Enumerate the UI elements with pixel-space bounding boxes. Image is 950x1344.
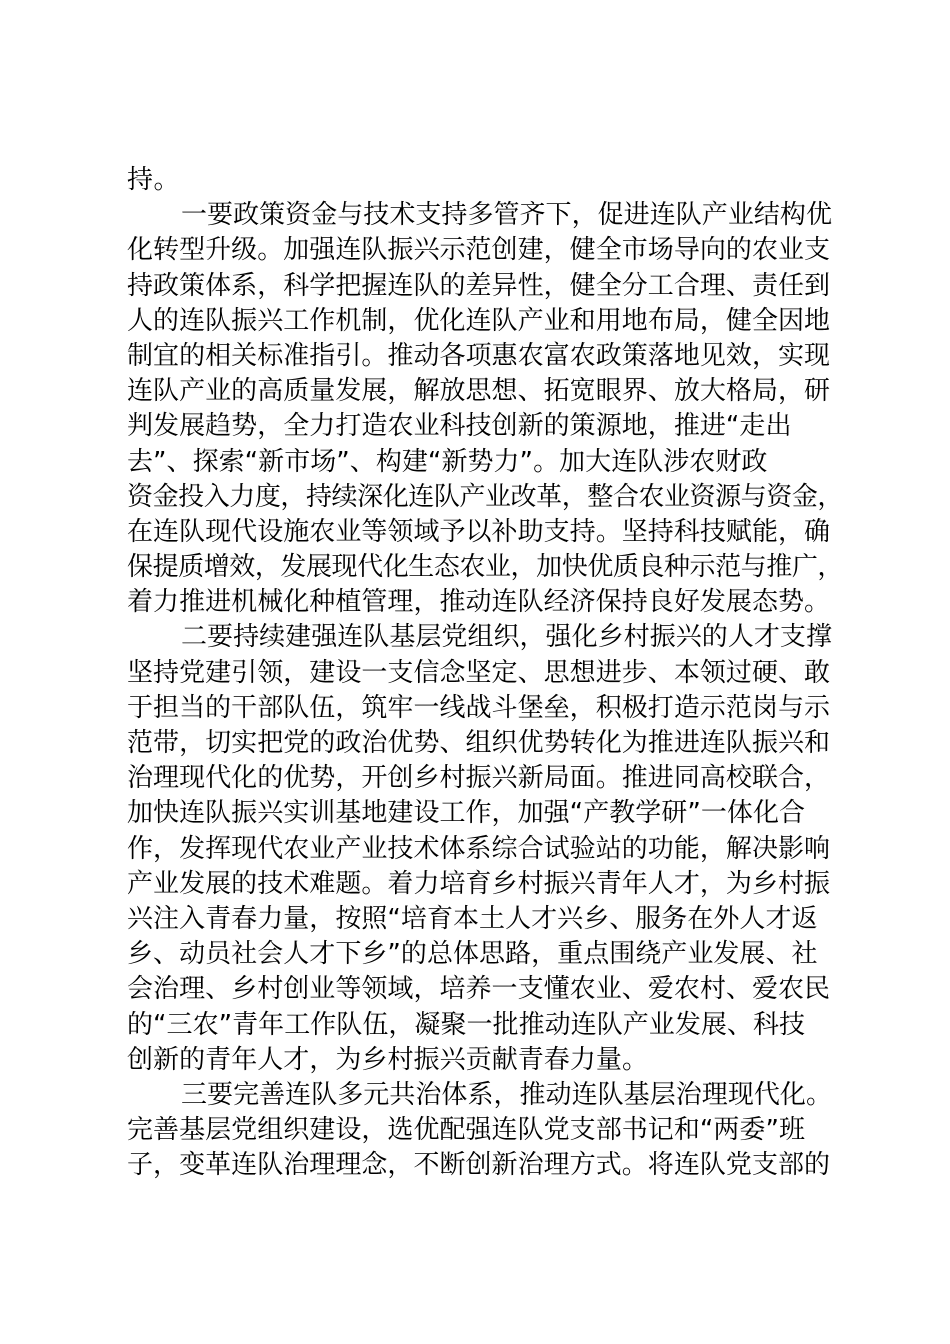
text-line: 兴注入青春力量，按照“培育本土人才兴乡、服务在外人才返 — [127, 903, 818, 934]
paragraph-first-line: 一要政策资金与技术支持多管齐下，促进连队产业结构优 — [181, 200, 833, 231]
text-line: 治理现代化的优势，开创乡村振兴新局面。推进同高校联合， — [127, 763, 831, 794]
text-line: 制宜的相关标准指引。推动各项惠农富农政策落地见效，实现 — [127, 340, 831, 371]
text-line: 着力推进机械化种植管理，推动连队经济保持良好发展态势。 — [127, 587, 831, 618]
text-line: 连队产业的高质量发展，解放思想、拓宽眼界、放大格局，研 — [127, 376, 831, 407]
text-line: 去”、探索“新市场”、构建“新势力”。加大连队涉农财政 — [127, 446, 768, 477]
text-line: 作，发挥现代农业产业技术体系综合试验站的功能，解决影响 — [127, 833, 831, 864]
text-line: 加快连队振兴实训基地建设工作，加强“产教学研”一体化合 — [127, 798, 806, 829]
text-line: 化转型升级。加强连队振兴示范创建，健全市场导向的农业支 — [127, 235, 831, 266]
body-text — [127, 163, 842, 1183]
text-line: 在连队现代设施农业等领域予以补助支持。坚持科技赋能，确 — [127, 516, 831, 547]
paragraph-first-line: 三要完善连队多元共治体系，推动连队基层治理现代化。 — [181, 1079, 833, 1110]
text-line: 判发展趋势，全力打造农业科技创新的策源地，推进“走出 — [127, 411, 792, 442]
text-line: 人的连队振兴工作机制，优化连队产业和用地布局，健全因地 — [127, 305, 831, 336]
text-line: 的“三农”青年工作队伍，凝聚一批推动连队产业发展、科技 — [127, 1009, 806, 1040]
text-line: 会治理、乡村创业等领域，培养一支懂农业、爱农村、爱农民 — [127, 974, 831, 1005]
paragraph-first-line: 二要持续建强连队基层党组织，强化乡村振兴的人才支撑 — [181, 622, 833, 653]
text-line: 于担当的干部队伍，筑牢一线战斗堡垒，积极打造示范岗与示 — [127, 692, 831, 723]
text-line: 创新的青年人才，为乡村振兴贡献青春力量。 — [127, 1044, 649, 1075]
text-line: 乡、动员社会人才下乡”的总体思路，重点围绕产业发展、社 — [127, 939, 818, 970]
text-line: 保提质增效，发展现代化生态农业，加快优质良种示范与推广， — [127, 552, 843, 583]
text-line: 持。 — [127, 165, 181, 195]
text-line: 产业发展的技术难题。着力培育乡村振兴青年人才，为乡村振 — [127, 868, 831, 899]
text-line: 完善基层党组织建设，选优配强连队党支部书记和“两委”班 — [127, 1115, 806, 1146]
text-line: 子，变革连队治理理念，不断创新治理方式。将连队党支部的 — [127, 1150, 831, 1181]
text-line: 范带，切实把党的政治优势、组织优势转化为推进连队振兴和 — [127, 728, 831, 758]
text-line: 持政策体系，科学把握连队的差异性，健全分工合理、责任到 — [127, 270, 831, 301]
text-line: 坚持党建引领，建设一支信念坚定、思想进步、本领过硬、敢 — [127, 657, 831, 688]
text-line: 资金投入力度，持续深化连队产业改革，整合农业资源与资金， — [127, 481, 843, 512]
